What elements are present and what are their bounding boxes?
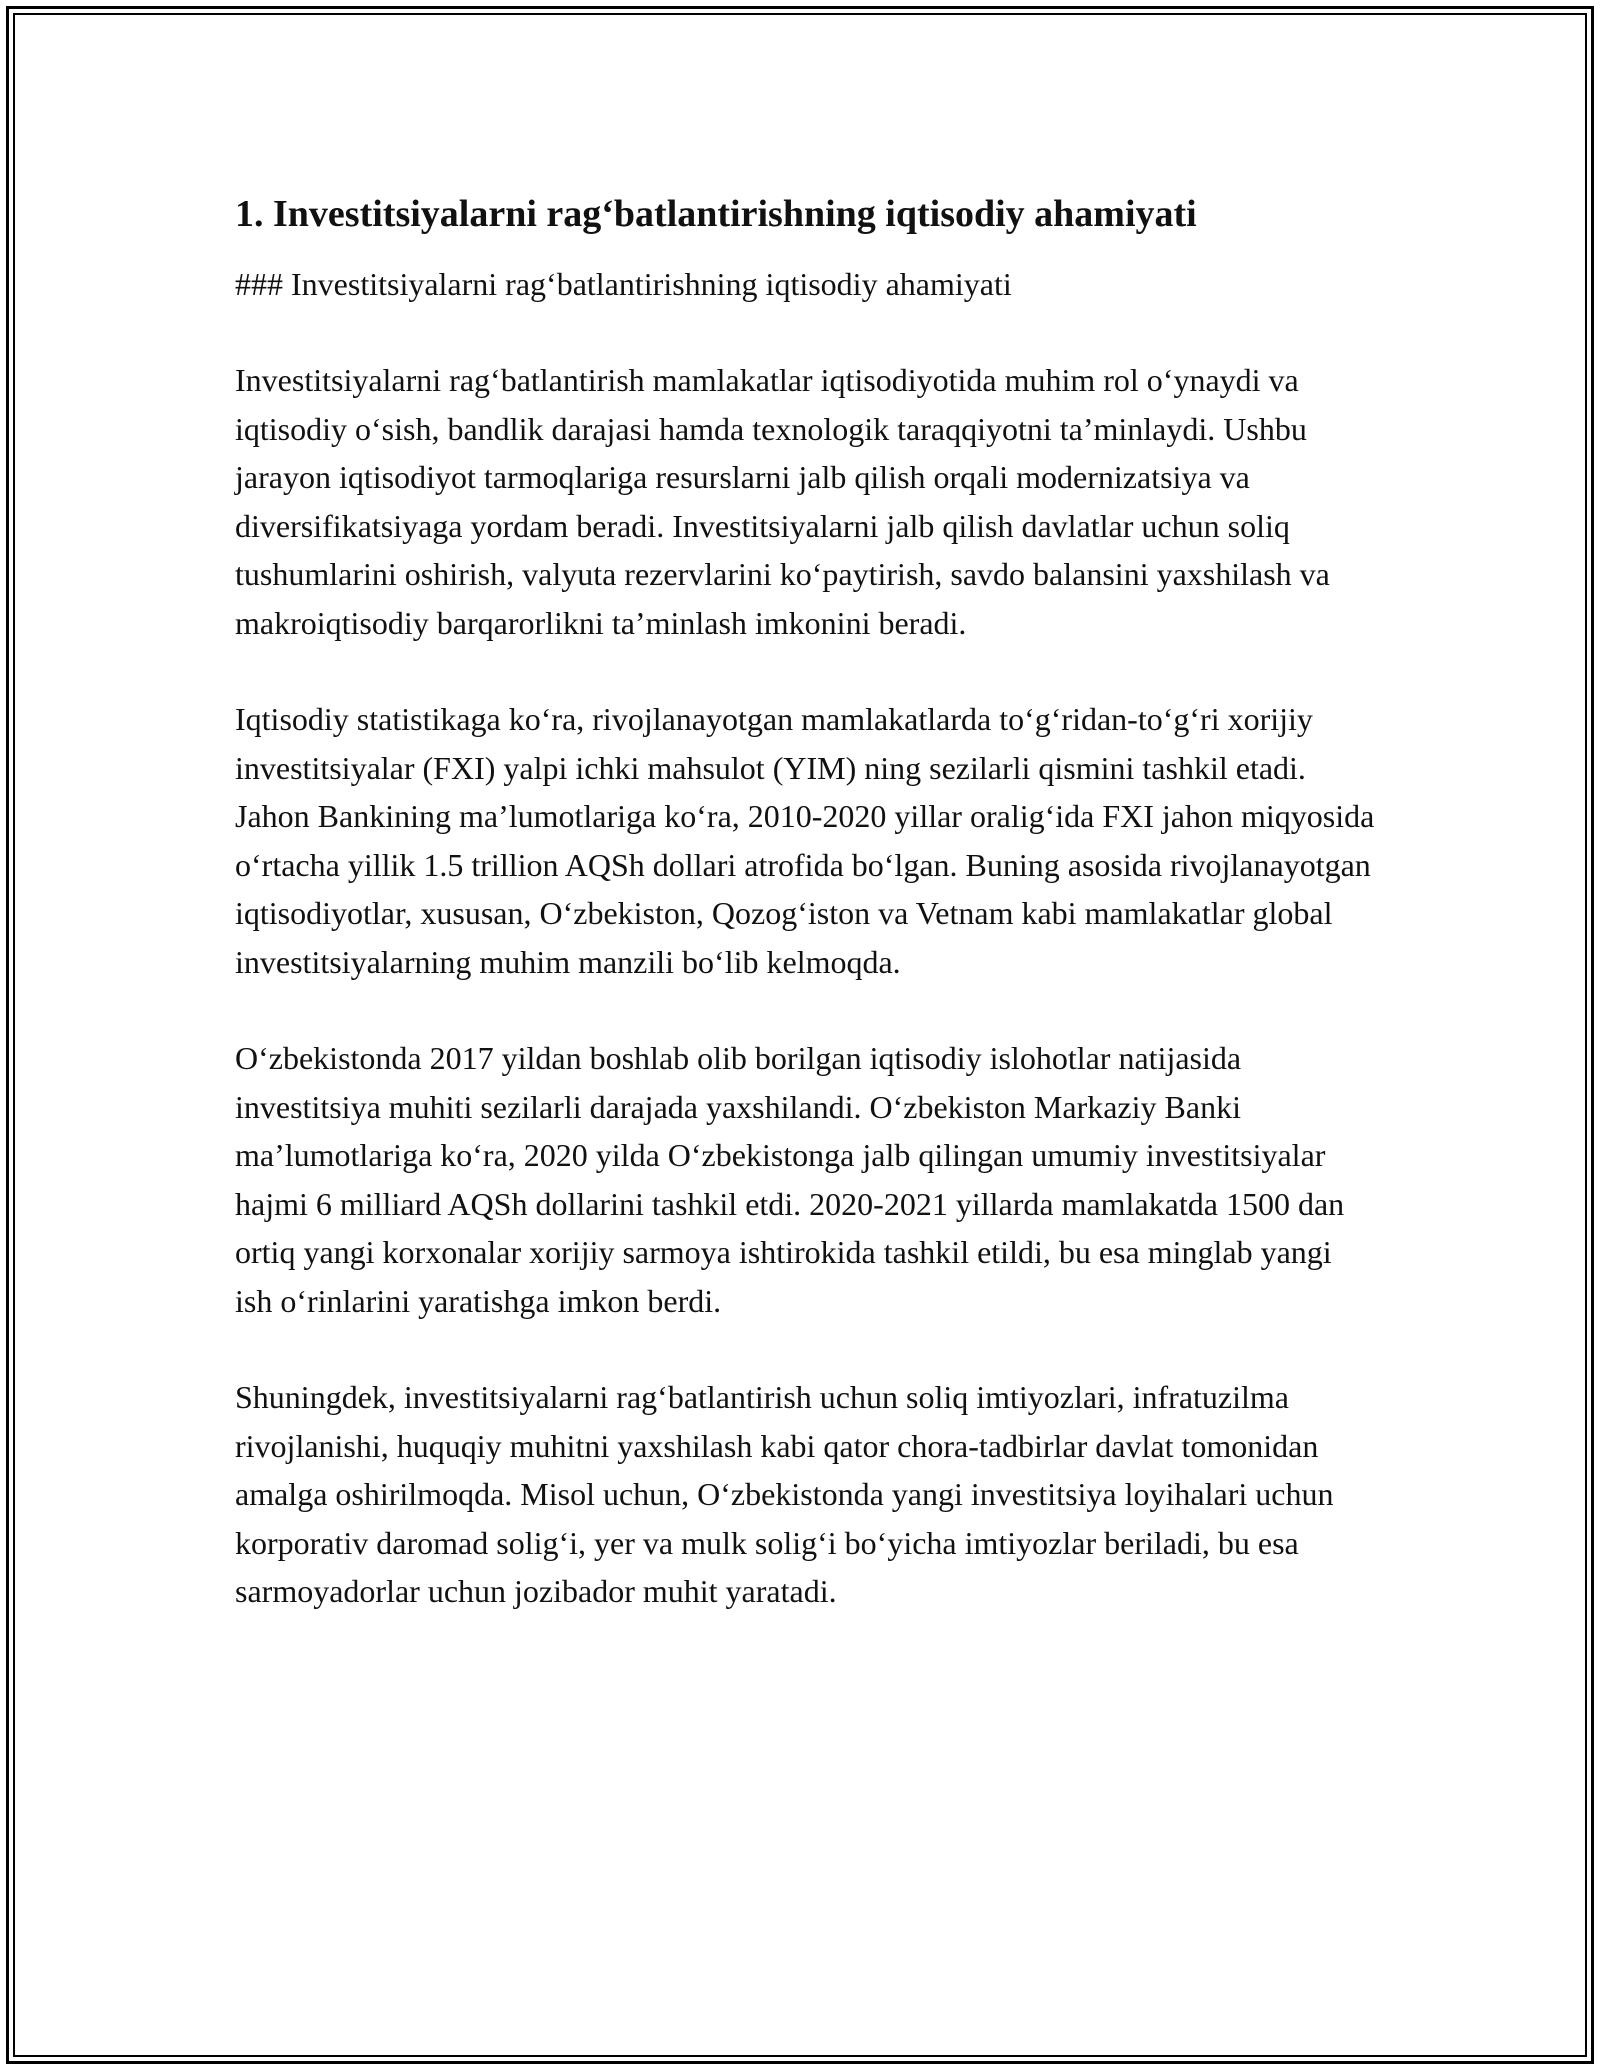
markdown-subheading: ### Investitsiyalarni rag‘batlantirishning iqtisodiy ahamiyati	[235, 266, 1012, 302]
paragraph-4: Shuningdek, investitsiyalarni rag‘batlantirish uchun soliq imtiyozlari, infratuzilma rivojlanishi, huquqiy muhitni yaxshilash kabi qator chora-tadbirlar davlat tomonidan amalga oshirilmoqda. Misol uchun, O‘zbekistonda yangi investitsiya loyihalari uchun korporativ daromad solig‘i, yer va mulk solig‘i bo‘yicha imtiyozlar beriladi, bu esa sarmoyadorlar uchun jozibador muhit yaratadi.	[235, 1379, 1334, 1609]
section-heading: 1. Investitsiyalarni rag‘batlantirishning iqtisodiy ahamiyati	[235, 193, 1197, 235]
paragraph-3: O‘zbekistonda 2017 yildan boshlab olib borilgan iqtisodiy islohotlar natijasida investitsiya muhiti sezilarli darajada yaxshilandi. O‘zbekiston Markaziy Banki ma’lumotlariga ko‘ra, 2020 yilda O‘zbekistonga jalb qilingan umumiy investitsiyalar hajmi 6 milliard AQSh dollarini tashkil etdi. 2020-2021 yillarda mamlakatda 1500 dan ortiq yangi korxonalar xorijiy sarmoya ishtirokida tashkil etildi, bu esa minglab yangi ish o‘rinlarini yaratishga imkon berdi.	[235, 1040, 1345, 1319]
paragraph-1: Investitsiyalarni rag‘batlantirish mamlakatlar iqtisodiyotida muhim rol o‘ynaydi va iqtisodiy o‘sish, bandlik darajasi hamda texnologik taraqqiyotni ta’minlaydi. Ushbu jarayon iqtisodiyot tarmoqlariga resurslarni jalb qilish orqali modernizatsiya va diversifikatsiyaga yordam beradi. Investitsiyalarni jalb qilish davlatlar uchun soliq tushumlarini oshirish, valyuta rezervlarini ko‘paytirish, savdo balansini yaxshilash va makroiqtisodiy barqarorlikni ta’minlash imkonini beradi.	[235, 362, 1330, 641]
paragraph-2: Iqtisodiy statistikaga ko‘ra, rivojlanayotgan mamlakatlarda to‘g‘ridan-to‘g‘ri xorijiy investitsiyalar (FXI) yalpi ichki mahsulot (YIM) ning sezilarli qismini tashkil etadi. Jahon Bankining ma’lumotlariga ko‘ra, 2010-2020 yillar oralig‘ida FXI jahon miqyosida o‘rtacha yillik 1.5 trillion AQSh dollari atrofida bo‘lgan. Buning asosida rivojlanayotgan iqtisodiyotlar, xususan, O‘zbekiston, Qozog‘iston va Vetnam kabi mamlakatlar global investitsiyalarning muhim manzili bo‘lib kelmoqda.	[235, 701, 1375, 980]
document-body	[235, 185, 1375, 1616]
